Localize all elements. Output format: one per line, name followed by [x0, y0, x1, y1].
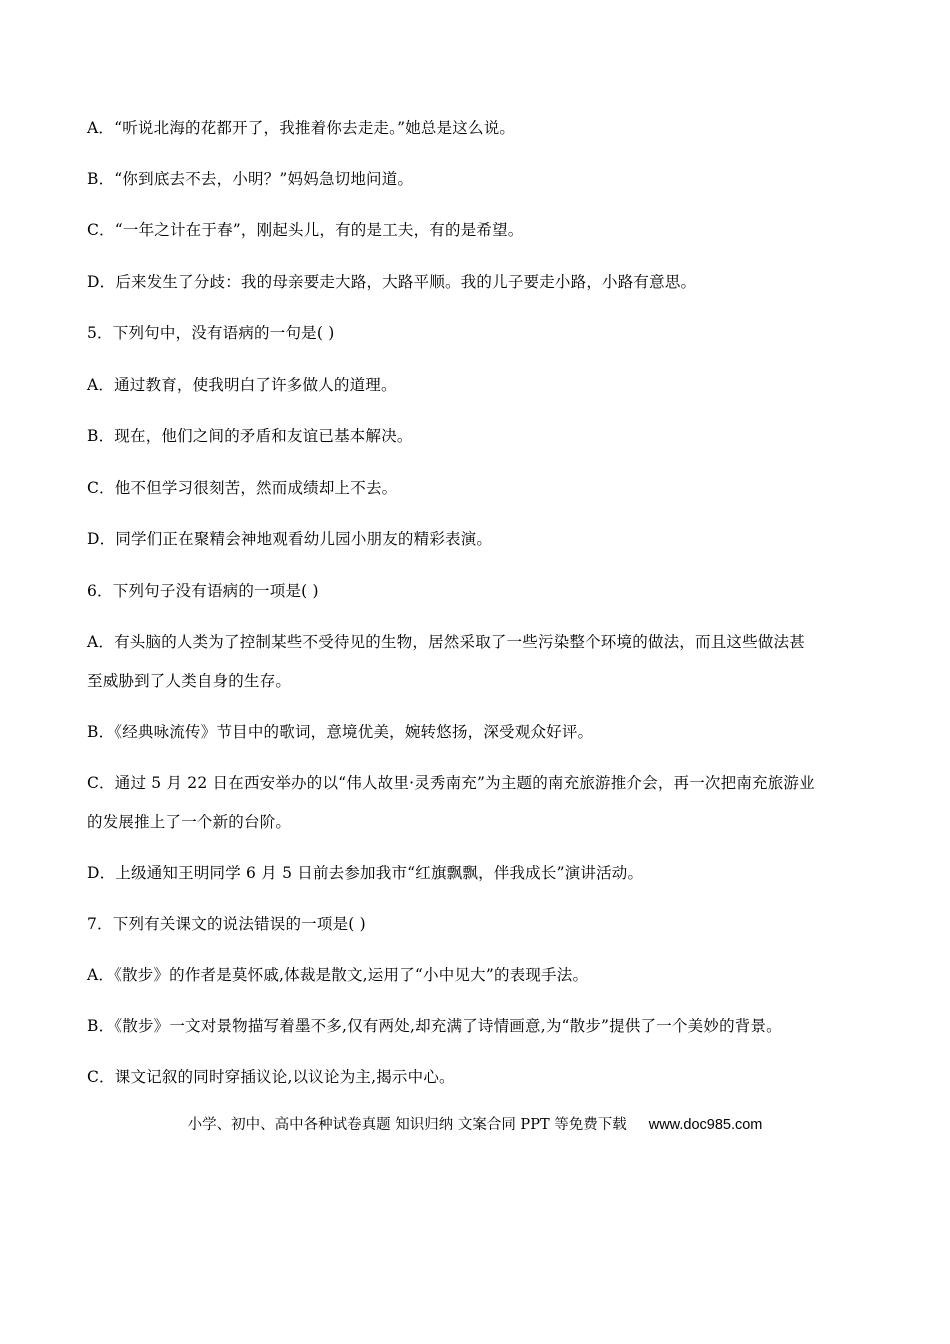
- q6-option-c-continued: 的发展推上了一个新的台阶。: [87, 813, 292, 831]
- option-b-line: B．“你到底去不去，小明？”妈妈急切地问道。: [87, 170, 414, 188]
- q6-option-a-continued: 至威胁到了人类自身的生存。: [87, 672, 292, 690]
- option-a-line: A．“听说北海的花都开了，我推着你去走走。”她总是这么说。: [87, 119, 516, 137]
- option-c-line: C．“一年之计在于春”，刚起头儿，有的是工夫，有的是希望。: [87, 221, 524, 239]
- page-footer: [0, 1115, 950, 1135]
- q6-option-c: C．通过 5 月 22 日在西安举办的以“伟人故里·灵秀南充”为主题的南充旅游推介会，再一次把南充旅游业: [87, 774, 815, 792]
- q5-option-d: D．同学们正在聚精会神地观看幼儿园小朋友的精彩表演。: [87, 530, 493, 548]
- q5-option-a: A．通过教育，使我明白了许多做人的道理。: [87, 376, 397, 394]
- question-5: 5．下列句中，没有语病的一句是( ): [87, 324, 335, 342]
- q5-option-c: C．他不但学习很刻苦，然而成绩却上不去。: [87, 479, 398, 497]
- question-7: 7．下列有关课文的说法错误的一项是( ): [87, 915, 366, 933]
- q6-option-d: D．上级通知王明同学 6 月 5 日前去参加我市“红旗飘飘，伴我成长”演讲活动。: [87, 864, 644, 882]
- q6-option-b: B．《经典咏流传》节目中的歌词，意境优美，婉转悠扬，深受观众好评。: [87, 723, 594, 741]
- q5-option-b: B．现在，他们之间的矛盾和友谊已基本解决。: [87, 427, 413, 445]
- question-6: 6．下列句子没有语病的一项是( ): [87, 582, 319, 600]
- q7-option-c: C．课文记叙的同时穿插议论,以议论为主,揭示中心。: [87, 1068, 455, 1086]
- footer-site-link[interactable]: www.doc985.com: [648, 1117, 763, 1133]
- footer-text: 小学、初中、高中各种试卷真题 知识归纳 文案合同 PPT 等免费下载: [187, 1117, 627, 1133]
- q7-option-a: A．《散步》的作者是莫怀戚,体裁是散文,运用了“小中见大”的表现手法。: [87, 966, 589, 984]
- q7-option-b: B．《散步》一文对景物描写着墨不多,仅有两处,却充满了诗情画意,为“散步”提供了一个美妙的背景。: [87, 1017, 782, 1035]
- option-d-line: D．后来发生了分歧：我的母亲要走大路，大路平顺。我的儿子要走小路，小路有意思。: [87, 273, 697, 291]
- q6-option-a: A．有头脑的人类为了控制某些不受待见的生物，居然采取了一些污染整个环境的做法，而且这些做法甚: [87, 633, 805, 651]
